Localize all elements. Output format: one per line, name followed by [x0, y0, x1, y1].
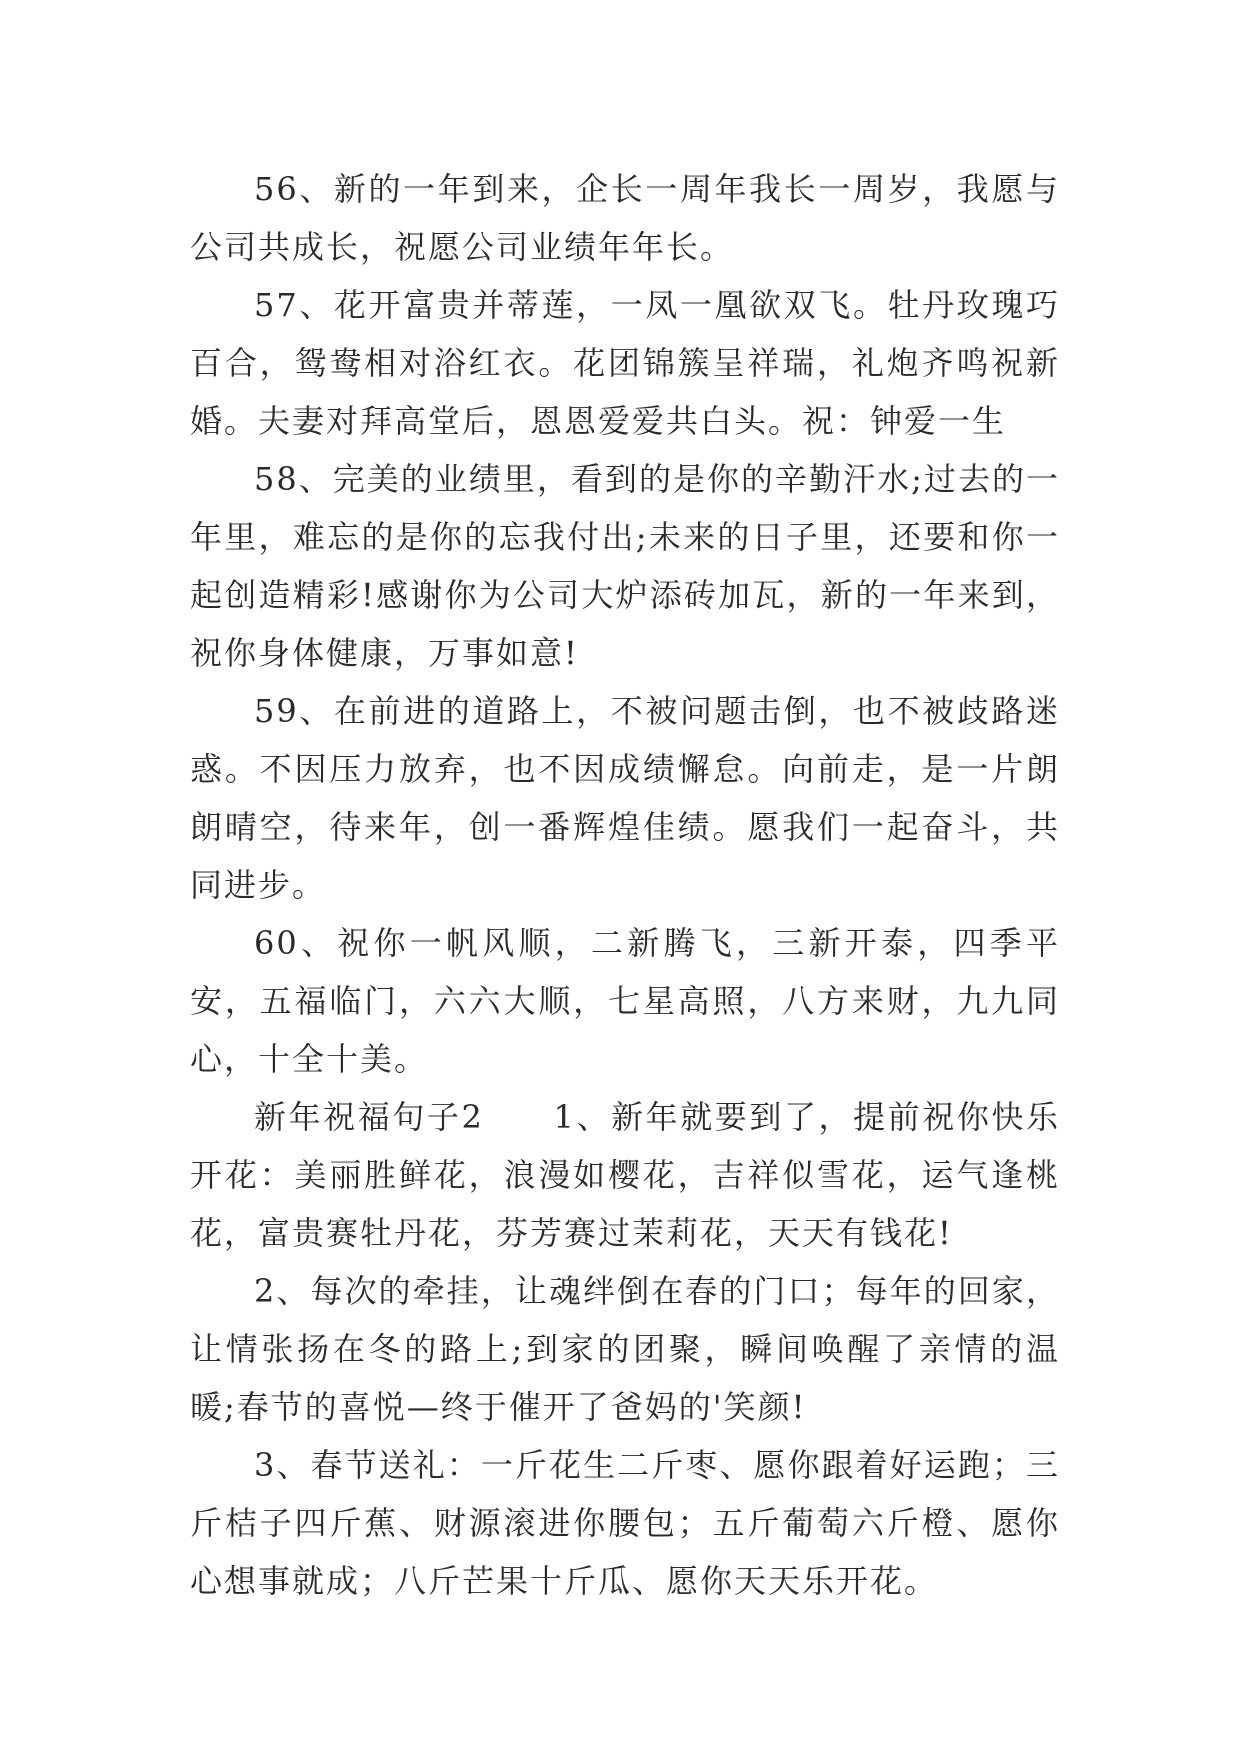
paragraph-60: 60、祝你一帆风顺，二新腾飞，三新开泰，四季平安，五福临门，六六大顺，七星高照，八方来财，九九同心，十全十美。	[190, 924, 1060, 1078]
paragraph-59: 59、在前进的道路上，不被问题击倒，也不被歧路迷惑。不因压力放弃，也不因成绩懈怠。向前走，是一片朗朗晴空，待来年，创一番辉煌佳绩。愿我们一起奋斗，共同进步。	[190, 692, 1060, 904]
paragraph-57: 57、花开富贵并蒂莲，一凤一凰欲双飞。牡丹玫瑰巧百合，鸳鸯相对浴红衣。花团锦簇呈祥瑞，礼炮齐鸣祝新婚。夫妻对拜高堂后，恩恩爱爱共白头。祝：钟爱一生	[190, 286, 1060, 440]
paragraph-58: 58、完美的业绩里，看到的是你的辛勤汗水;过去的一年里，难忘的是你的忘我付出;未来的日子里，还要和你一起创造精彩!感谢你为公司大炉添砖加瓦，新的一年来到，祝你身体健康，万事如意!	[190, 460, 1060, 672]
paragraph-item-3: 3、春节送礼：一斤花生二斤枣、愿你跟着好运跑；三斤桔子四斤蕉、财源滚进你腰包；五斤葡萄六斤橙、愿你心想事就成；八斤芒果十斤瓜、愿你天天乐开花。	[190, 1446, 1060, 1600]
paragraph-item-2: 2、每次的牵挂，让魂绊倒在春的门口；每年的回家，让情张扬在冬的路上;到家的团聚，瞬间唤醒了亲情的温暖;春节的喜悦—终于催开了爸妈的'笑颜!	[190, 1272, 1060, 1426]
paragraph-section-2-item-1: 新年祝福句子2 1、新年就要到了，提前祝你快乐开花：美丽胜鲜花，浪漫如樱花，吉祥似雪花，运气逢桃花，富贵赛牡丹花，芬芳赛过茉莉花，天天有钱花!	[190, 1098, 1060, 1252]
document-body	[190, 160, 1060, 1610]
paragraph-56: 56、新的一年到来，企长一周年我长一周岁，我愿与公司共成长，祝愿公司业绩年年长。	[190, 170, 1060, 266]
